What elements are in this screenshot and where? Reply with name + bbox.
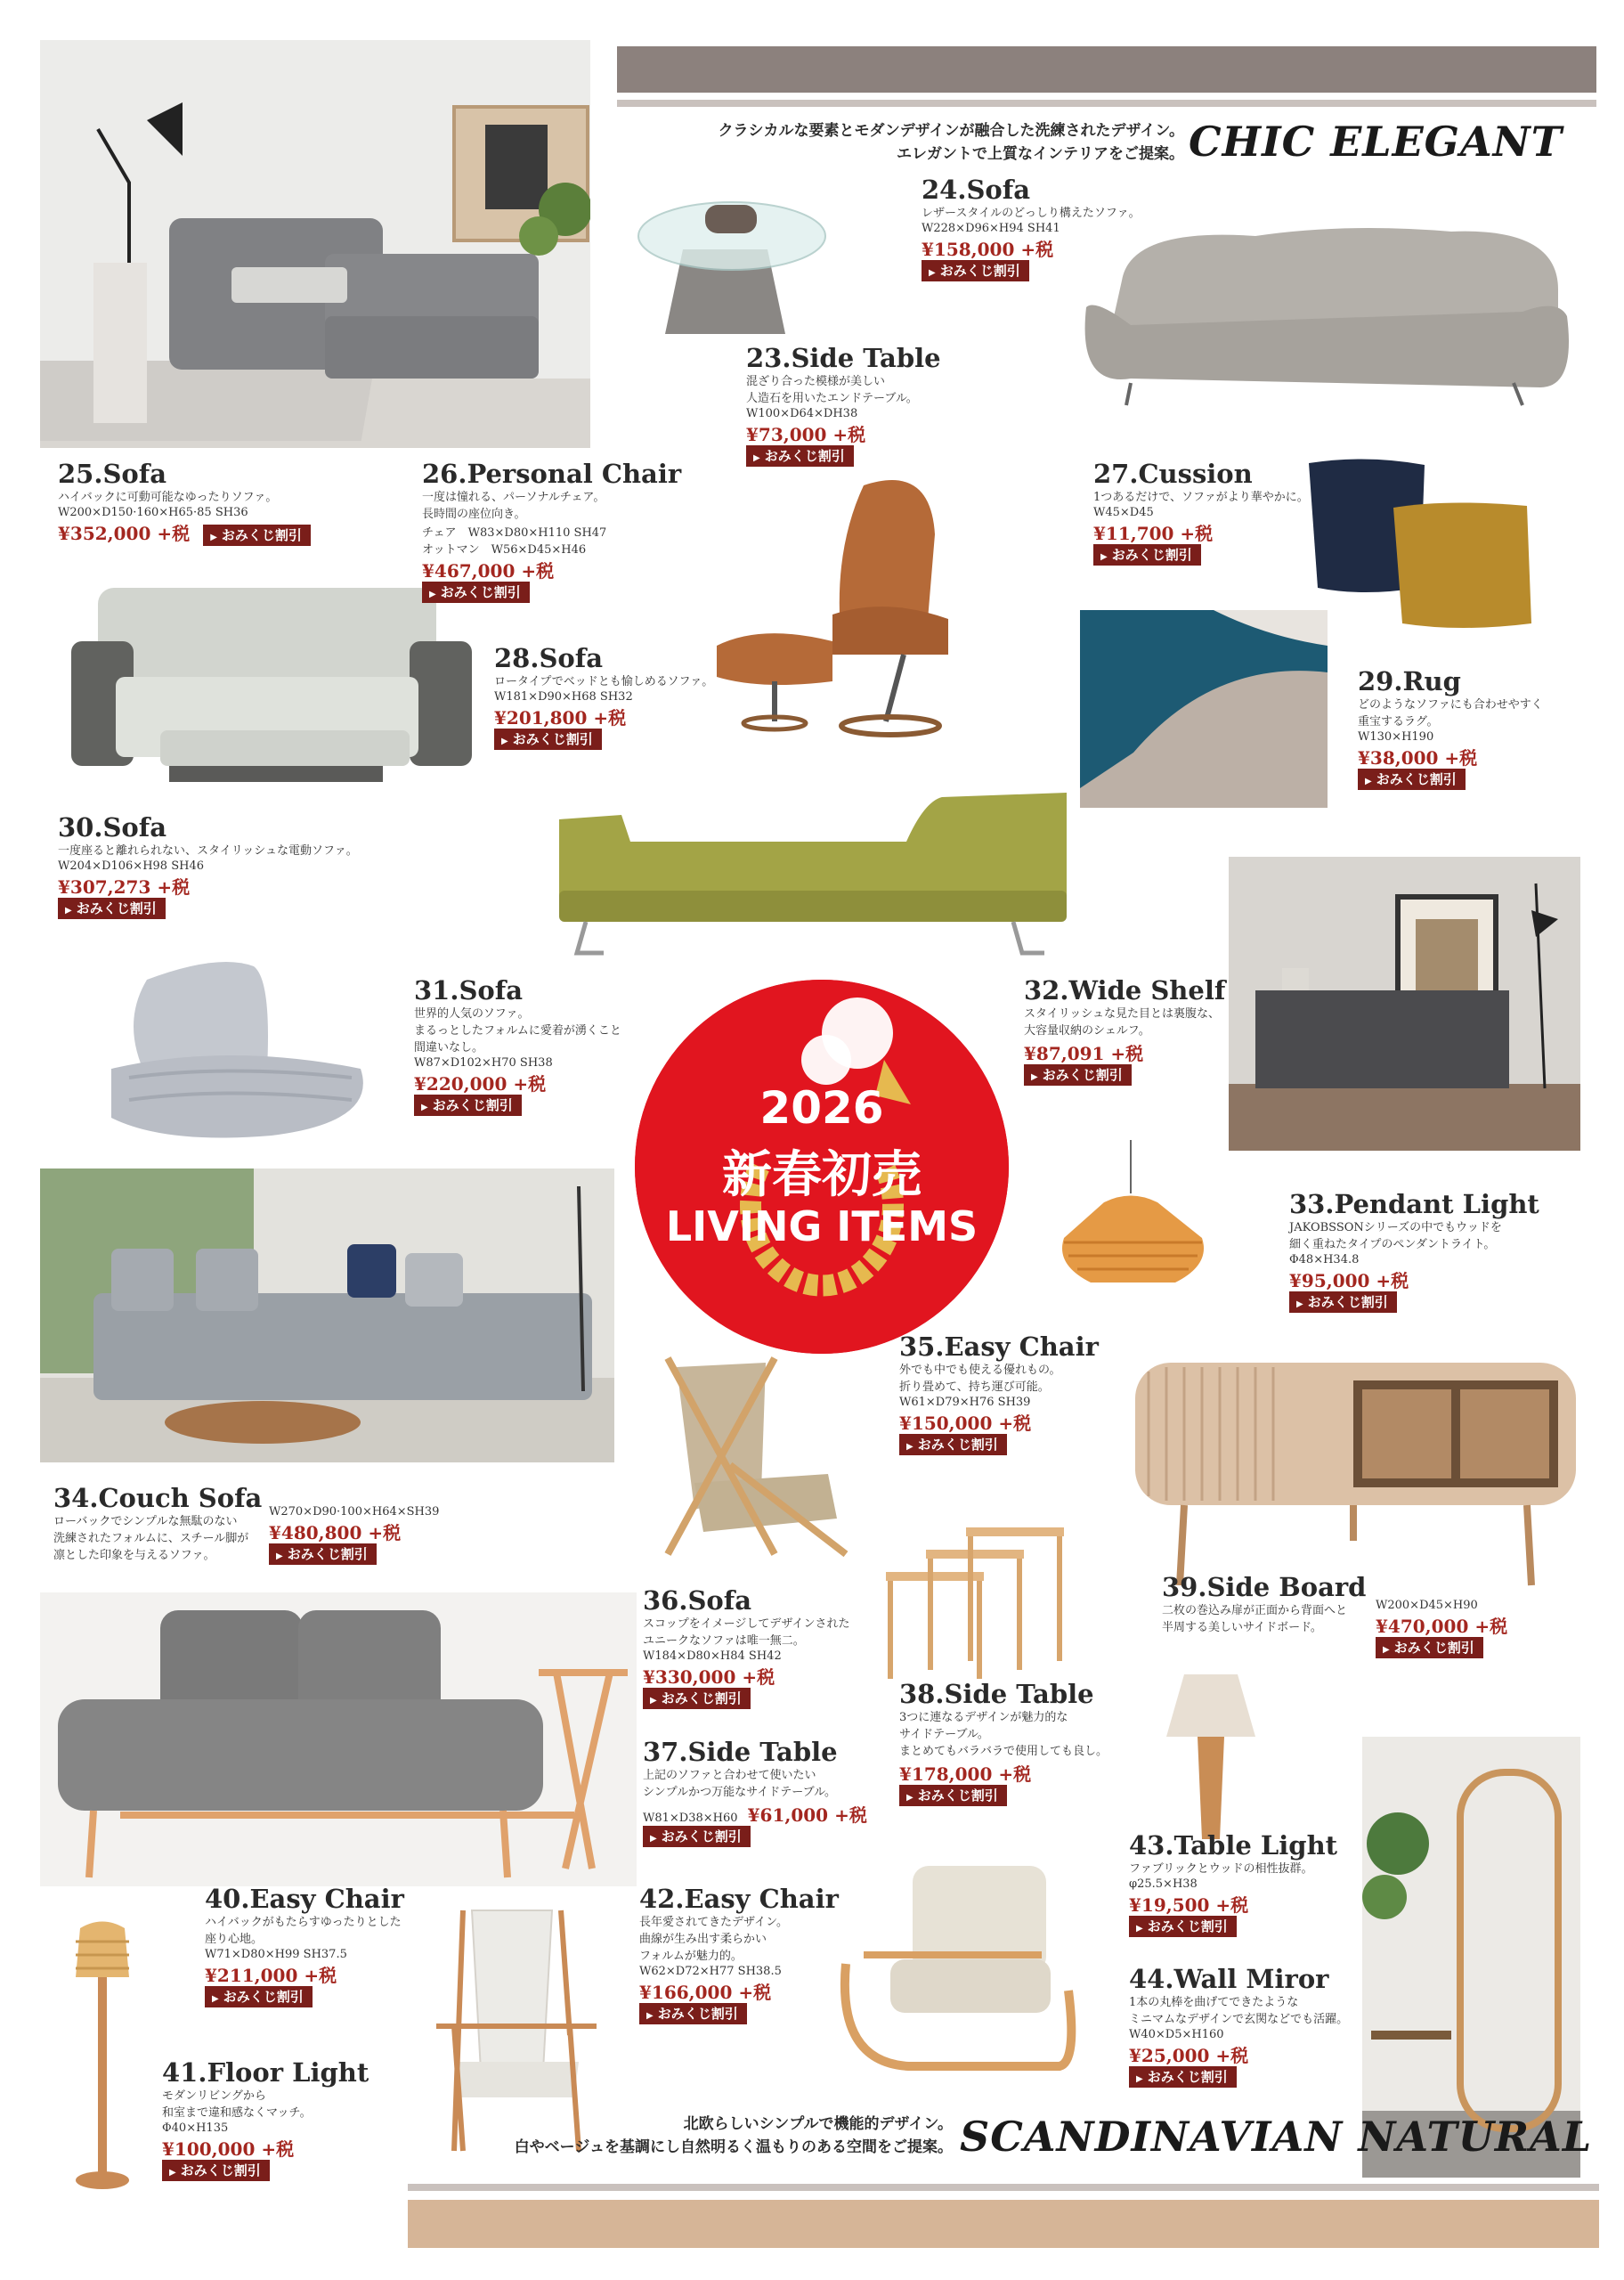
product-title: 29.Rug	[1358, 666, 1461, 696]
product-price: ¥220,000 +税	[414, 1073, 547, 1095]
wall-mirror-photo-44	[1362, 1737, 1580, 2178]
product-price: ¥25,000 +税	[1129, 2045, 1249, 2066]
product-desc: 凛とした印象を与えるソファ。	[53, 1549, 215, 1562]
product-price: ¥470,000 +税	[1376, 1616, 1508, 1637]
product-spec: W87×D102×H70 SH38	[414, 1056, 553, 1070]
product-25	[58, 459, 311, 545]
product-title: 27.Cussion	[1093, 459, 1253, 489]
product-desc: 長年愛されてきたデザイン。	[639, 1916, 789, 1929]
product-desc: レザースタイルのどっしり構えたソファ。	[922, 207, 1141, 220]
omikuji-discount-button[interactable]: ▶ おみくじ割引	[162, 2160, 270, 2181]
easy-chair-photo-35	[641, 1340, 873, 1572]
product-desc: ファブリックとウッドの相性抜群。	[1129, 1862, 1313, 1876]
badge-sub: LIVING ITEMS	[665, 1202, 978, 1250]
play-arrow-icon: ▶	[169, 2168, 176, 2178]
product-title: 33.Pendant Light	[1289, 1189, 1539, 1219]
product-desc: ロータイプでベッドとも愉しめるソファ。	[494, 675, 714, 688]
product-desc: ユニークなソファは唯一無二。	[643, 1634, 805, 1648]
product-36	[643, 1585, 849, 1707]
omikuji-discount-button[interactable]: ▶ おみくじ割引	[639, 2003, 747, 2024]
product-desc: 半周する美しいサイドボード。	[1162, 1621, 1322, 1634]
badge-year: 2026	[759, 1082, 884, 1134]
product-title: 24.Sofa	[922, 175, 1031, 205]
play-arrow-icon: ▶	[1136, 2074, 1143, 2084]
play-arrow-icon: ▶	[1365, 777, 1372, 786]
product-title: 41.Floor Light	[162, 2057, 369, 2088]
product-desc: 和室まで違和感なくマッチ。	[162, 2106, 312, 2120]
product-price: ¥178,000 +税	[899, 1763, 1032, 1785]
product-title: 35.Easy Chair	[899, 1331, 1099, 1362]
footer-theme-title: SCANDINAVIAN NATURAL	[960, 2113, 1593, 2161]
product-title: 31.Sofa	[414, 975, 524, 1006]
product-spec: W184×D80×H84 SH42	[643, 1649, 782, 1663]
product-desc: 1つあるだけで、ソファがより華やかに。	[1093, 491, 1309, 504]
product-spec: W228×D96×H94 SH41	[922, 222, 1060, 235]
play-arrow-icon: ▶	[1136, 1924, 1143, 1934]
product-28	[494, 643, 713, 748]
rug-photo-29	[1080, 610, 1328, 808]
product-desc: フォルムが魅力的。	[639, 1950, 743, 1963]
play-arrow-icon: ▶	[1100, 552, 1108, 562]
play-arrow-icon: ▶	[753, 453, 760, 463]
table-light-photo-43	[1157, 1670, 1264, 1848]
product-desc: ハイバックがもたらすゆったりとした	[205, 1916, 402, 1929]
omikuji-discount-button[interactable]: ▶ おみくじ割引	[58, 898, 166, 919]
product-42	[639, 1884, 839, 2023]
cushion-photo-27	[1304, 454, 1536, 637]
product-spec: W200×D150·160×H65·85 SH36	[58, 506, 248, 519]
omikuji-discount-button[interactable]: ▶ おみくじ割引	[203, 525, 311, 546]
product-desc: 一度は憧れる、パーソナルチェア。	[422, 491, 605, 504]
product-desc: 上記のソファと合わせて使いたい	[643, 1769, 816, 1782]
product-price: ¥307,273 +税	[58, 876, 191, 898]
product-39-price-block	[1376, 1599, 1507, 1657]
omikuji-discount-button[interactable]: ▶ おみくじ割引	[1129, 2066, 1237, 2088]
omikuji-discount-button[interactable]: ▶ おみくじ割引	[899, 1434, 1007, 1455]
product-spec: Φ40×H135	[162, 2121, 229, 2135]
product-35	[899, 1331, 1099, 1454]
omikuji-discount-button[interactable]: ▶ おみくじ割引	[205, 1986, 313, 2007]
omikuji-discount-button[interactable]: ▶ おみくじ割引	[1289, 1291, 1397, 1313]
product-spec: W181×D90×H68 SH32	[494, 690, 633, 704]
play-arrow-icon: ▶	[1031, 1072, 1038, 1082]
product-desc: 重宝するラグ。	[1358, 715, 1439, 729]
product-price: ¥100,000 +税	[162, 2138, 295, 2160]
product-desc: 世界的人気のソファ。	[414, 1007, 530, 1021]
product-23	[746, 343, 941, 465]
bottom-footer-stripe	[408, 2184, 1599, 2191]
product-44	[1129, 1964, 1348, 2086]
product-desc: サイドテーブル。	[899, 1728, 989, 1741]
product-price: ¥480,800 +税	[269, 1522, 402, 1543]
product-title: 39.Side Board	[1162, 1572, 1367, 1602]
product-38	[899, 1679, 1108, 1804]
play-arrow-icon: ▶	[421, 1103, 428, 1112]
product-price: ¥61,000 +税	[747, 1804, 867, 1826]
product-price: ¥95,000 +税	[1289, 1270, 1409, 1291]
product-desc: ローバックでシンプルな無駄のない	[53, 1515, 238, 1528]
product-39	[1162, 1572, 1366, 1636]
living-room-photo-25	[40, 40, 590, 448]
product-title: 30.Sofa	[58, 812, 167, 843]
product-24	[922, 175, 1141, 280]
wide-shelf-photo-32	[1229, 857, 1580, 1151]
product-title: 32.Wide Shelf	[1024, 975, 1226, 1006]
omikuji-discount-button[interactable]: ▶ おみくじ割引	[1129, 1916, 1237, 1937]
product-desc: 一度座ると離れられない、スタイリッシュな電動ソファ。	[58, 844, 358, 858]
product-desc: 折り畳めて、持ち運び可能。	[899, 1380, 1050, 1394]
product-price: ¥19,500 +税	[1129, 1894, 1249, 1916]
product-desc: 長時間の座位向き。	[422, 508, 526, 521]
footer-tagline: 北欧らしいシンプルで機能的デザイン。 白やベージュを基調にし自然明るく温もりのある空間をご提案。	[514, 2115, 953, 2156]
play-arrow-icon: ▶	[906, 1442, 914, 1452]
product-price: ¥11,700 +税	[1093, 523, 1214, 544]
product-spec: φ25.5×H38	[1129, 1877, 1198, 1891]
product-price: ¥467,000 +税	[422, 560, 555, 582]
play-arrow-icon: ▶	[650, 1834, 657, 1844]
omikuji-discount-button[interactable]: ▶ おみくじ割引	[414, 1095, 522, 1116]
product-desc: モダンリビングから	[162, 2089, 266, 2103]
product-price: ¥38,000 +税	[1358, 747, 1478, 769]
product-30	[58, 812, 358, 917]
product-spec: W71×D80×H99 SH37.5	[205, 1948, 347, 1961]
omikuji-discount-button[interactable]: ▶ おみくじ割引	[899, 1785, 1007, 1806]
product-title: 25.Sofa	[58, 459, 167, 489]
omikuji-discount-button[interactable]: ▶ おみくじ割引	[746, 445, 854, 467]
product-price: ¥330,000 +税	[643, 1666, 775, 1688]
product-37	[643, 1737, 867, 1845]
product-title: 42.Easy Chair	[639, 1884, 839, 1914]
product-price: ¥201,800 +税	[494, 707, 627, 729]
product-title: 26.Personal Chair	[422, 459, 682, 489]
product-spec: W81×D38×H60	[643, 1812, 738, 1825]
product-title: 44.Wall Miror	[1129, 1964, 1329, 1994]
product-desc: スタイリッシュな見た目とは裏腹な、	[1024, 1007, 1220, 1021]
product-desc: スコップをイメージしてデザインされた	[643, 1617, 850, 1631]
product-spec: W204×D106×H98 SH46	[58, 859, 204, 873]
product-spec: オットマン W56×D45×H46	[422, 543, 587, 557]
product-desc: 大容量収納のシェルフ。	[1024, 1024, 1150, 1038]
product-title: 23.Side Table	[746, 343, 941, 373]
product-spec: W40×D5×H160	[1129, 2028, 1224, 2041]
product-price: ¥73,000 +税	[746, 424, 866, 445]
product-spec: W200×D45×H90	[1376, 1599, 1478, 1612]
top-header-stripe	[617, 100, 1596, 107]
product-title: 34.Couch Sofa	[53, 1483, 263, 1513]
product-title: 28.Sofa	[494, 643, 604, 673]
play-arrow-icon: ▶	[429, 590, 436, 599]
product-spec: W62×D72×H77 SH38.5	[639, 1965, 782, 1978]
product-price: ¥352,000 +税	[58, 523, 191, 544]
product-33	[1289, 1189, 1539, 1311]
product-title: 37.Side Table	[643, 1737, 838, 1767]
play-arrow-icon: ▶	[650, 1696, 657, 1706]
togo-sofa-photo-31	[93, 944, 387, 1149]
product-41	[162, 2057, 369, 2179]
top-header-bar	[617, 46, 1596, 93]
product-title: 36.Sofa	[643, 1585, 752, 1616]
header-tagline: クラシカルな要素とモダンデザインが融合した洗練されたデザイン。 エレガントで上質なインテリアをご提案。	[718, 122, 1184, 163]
omikuji-discount-button[interactable]: ▶ おみくじ割引	[643, 1688, 751, 1709]
product-title: 43.Table Light	[1129, 1830, 1338, 1861]
omikuji-discount-button[interactable]: ▶ おみくじ割引	[643, 1826, 751, 1847]
product-34-price-block	[269, 1505, 439, 1563]
floor-light-photo-41	[67, 1915, 138, 2195]
play-arrow-icon: ▶	[65, 906, 72, 916]
long-sofa-photo	[550, 784, 1071, 966]
product-price: ¥87,091 +税	[1024, 1043, 1144, 1064]
product-title: 38.Side Table	[899, 1679, 1094, 1709]
product-spec: W130×H190	[1358, 730, 1434, 744]
omikuji-discount-button[interactable]: ▶ おみくじ割引	[922, 260, 1029, 281]
product-desc: シンプルかつ万能なサイドテーブル。	[643, 1786, 837, 1799]
sofa-photo-28	[62, 579, 476, 797]
omikuji-discount-button[interactable]: ▶ おみくじ割引	[269, 1543, 377, 1565]
product-34	[53, 1483, 262, 1564]
play-arrow-icon: ▶	[212, 1994, 219, 2004]
product-spec: W45×D45	[1093, 506, 1154, 519]
product-desc: まるっとしたフォルムに愛着が湧くこと	[414, 1024, 621, 1038]
play-arrow-icon: ▶	[1383, 1645, 1390, 1655]
header-theme-title: CHIC ELEGANT	[1189, 118, 1563, 166]
product-desc: 座り心地。	[205, 1933, 264, 1946]
omikuji-discount-button[interactable]: ▶ おみくじ割引	[422, 582, 530, 603]
product-spec: チェア W83×D80×H110 SH47	[422, 526, 607, 540]
side-board-photo-39	[1131, 1354, 1580, 1590]
nesting-tables-photo-38	[877, 1519, 1077, 1688]
bottom-footer-bar	[408, 2200, 1599, 2248]
product-spec: W61×D79×H76 SH39	[899, 1396, 1031, 1409]
play-arrow-icon: ▶	[210, 533, 217, 542]
sofa-photo-36	[40, 1592, 637, 1886]
play-arrow-icon: ▶	[646, 2011, 654, 2021]
play-arrow-icon: ▶	[906, 1793, 914, 1803]
product-spec: W270×D90·100×H64×SH39	[269, 1505, 440, 1519]
product-desc: 混ざり合った模様が美しい	[746, 375, 886, 388]
easy-chair-photo-42	[828, 1857, 1095, 2075]
product-price: ¥158,000 +税	[922, 239, 1054, 260]
pendant-light-photo-33	[1042, 1140, 1224, 1314]
play-arrow-icon: ▶	[929, 268, 936, 278]
product-desc: 洗練されたフォルムに、スチール脚が	[53, 1532, 249, 1545]
product-desc: ミニマムなデザインで玄関などでも活躍。	[1129, 2013, 1349, 2026]
badge-label: 新春初売	[722, 1146, 922, 1204]
product-price: ¥150,000 +税	[899, 1413, 1032, 1434]
product-desc: 二枚の巻込み扉が正面から背面へと	[1162, 1604, 1348, 1617]
product-29	[1358, 666, 1543, 788]
couch-sofa-photo-34	[40, 1168, 614, 1462]
play-arrow-icon: ▶	[501, 737, 508, 746]
omikuji-discount-button[interactable]: ▶ おみくじ割引	[1376, 1637, 1483, 1658]
sofa-photo-24	[1077, 209, 1572, 410]
product-43	[1129, 1830, 1337, 1935]
play-arrow-icon: ▶	[276, 1551, 283, 1561]
product-32	[1024, 975, 1225, 1084]
product-price: ¥211,000 +税	[205, 1965, 337, 1986]
product-title: 40.Easy Chair	[205, 1884, 404, 1914]
product-desc: ハイバックに可動可能なゆったりソファ。	[58, 491, 278, 504]
product-31	[414, 975, 621, 1114]
omikuji-discount-button[interactable]: ▶ おみくじ割引	[1358, 769, 1466, 790]
product-desc: JAKOBSSONシリーズの中でもウッドを	[1289, 1221, 1502, 1234]
product-desc: 3つに連なるデザインが魅力的な	[899, 1711, 1068, 1724]
personal-chair-photo-26	[708, 463, 1002, 739]
product-price: ¥166,000 +税	[639, 1982, 772, 2003]
new-year-sale-badge	[635, 980, 1009, 1354]
product-desc: どのようなソファにも合わせやすく	[1358, 698, 1543, 712]
omikuji-discount-button[interactable]: ▶ おみくじ割引	[494, 729, 602, 750]
product-40	[205, 1884, 404, 2006]
play-arrow-icon: ▶	[1296, 1299, 1303, 1309]
product-desc: 細く重ねたタイプのペンダントライト。	[1289, 1238, 1496, 1251]
omikuji-discount-button[interactable]: ▶ おみくじ割引	[1093, 544, 1201, 566]
side-table-photo-23	[634, 183, 839, 338]
product-desc: まとめてもバラバラで使用しても良し。	[899, 1745, 1108, 1758]
product-26	[422, 459, 681, 601]
product-desc: 外でも中でも使える優れもの。	[899, 1364, 1061, 1377]
omikuji-discount-button[interactable]: ▶ おみくじ割引	[1024, 1064, 1132, 1086]
product-desc: 人造石を用いたエンドテーブル。	[746, 392, 918, 405]
product-desc: 曲線が生み出す柔らかい	[639, 1933, 767, 1946]
product-27	[1093, 459, 1309, 564]
product-spec: W100×D64×DH38	[746, 407, 858, 420]
product-desc: 間違いなし。	[414, 1041, 484, 1054]
product-spec: Φ48×H34.8	[1289, 1253, 1360, 1266]
product-desc: 1本の丸棒を曲げてできたような	[1129, 1996, 1299, 2009]
